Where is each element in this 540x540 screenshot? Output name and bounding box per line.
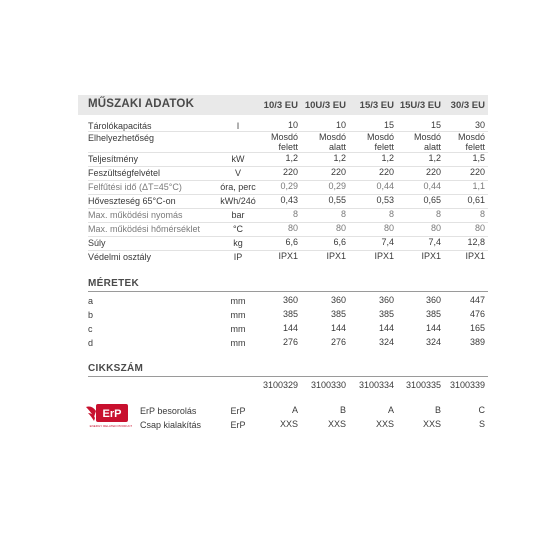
spec-value: 0,43 [280,195,298,205]
spec-value: IPX1 [465,251,485,261]
erp-logo [84,401,132,429]
spec-value: IPX1 [421,251,441,261]
dimension-value: 360 [282,295,298,305]
spec-label: Súly [88,238,106,248]
spec-value: Mosdó felett [457,132,485,152]
dimension-value: 447 [469,295,485,305]
spec-unit: V [234,168,241,178]
spec-value: 7,4 [381,237,394,247]
section-title-codes: CIKKSZÁM [88,363,144,374]
spec-value: 80 [383,223,394,233]
erp-value: C [478,405,485,415]
product-code: 3100329 [262,380,298,390]
dimension-value: 385 [425,309,441,319]
spec-value: 80 [430,223,441,233]
spec-value: 220 [330,167,346,177]
erp-value: A [387,405,394,415]
spec-value: 1,2 [333,153,346,163]
model-header-1: 10/3 EU [263,100,298,111]
spec-value: 8 [340,209,346,219]
spec-value: 80 [335,223,346,233]
erp-value: B [434,405,441,415]
spec-value: IPX1 [374,251,394,261]
dimension-value: 144 [282,323,298,333]
spec-value: 7,4 [428,237,441,247]
spec-unit: kg [233,238,243,248]
spec-label: Feszültségfelvétel [88,168,161,178]
spec-value: 1,1 [472,181,485,191]
dimension-value: 476 [469,309,485,319]
dimension-value: 276 [330,337,346,347]
spec-label: Max. működési nyomás [88,210,183,220]
spec-value: IPX1 [278,251,298,261]
section-title-dimensions: MÉRETEK [88,278,139,289]
spec-value: 0,65 [423,195,441,205]
spec-value: 220 [282,167,298,177]
dimension-value: 144 [378,323,394,333]
dimension-value: 360 [330,295,346,305]
spec-value: 8 [479,209,485,219]
dimension-value: 389 [469,337,485,347]
spec-value: 0,29 [280,181,298,191]
dimension-value: 324 [425,337,441,347]
spec-unit: °C [232,224,244,234]
row-divider [88,208,488,209]
spec-label: Max. működési hőmérséklet [88,224,201,234]
dimension-value: 385 [282,309,298,319]
product-code: 3100335 [405,380,441,390]
erp-unit: ErP [230,406,246,416]
dimension-unit: mm [230,338,246,348]
spec-value: 15 [430,120,441,130]
spec-value: 0,53 [376,195,394,205]
spec-label: Felfűtési idő (ΔT=45°C) [88,182,182,192]
spec-value: 80 [287,223,298,233]
dimension-value: 360 [378,295,394,305]
spec-label: Elhelyezhetőség [88,133,155,143]
spec-value: 1,2 [285,153,298,163]
dimension-label: a [88,296,94,306]
spec-value: Mosdó felett [366,132,394,152]
spec-unit: bar [231,210,245,220]
spec-value: 10 [335,120,346,130]
erp-label: Csap kialakítás [140,420,202,430]
dimension-value: 360 [425,295,441,305]
spec-value: 8 [388,209,394,219]
spec-value: IPX1 [326,251,346,261]
model-header-3: 15/3 EU [359,100,394,111]
spec-label: Védelmi osztály [88,252,152,262]
dimension-label: b [88,310,94,320]
model-header-2: 10U/3 EU [304,100,346,111]
spec-value: 6,6 [333,237,346,247]
spec-value: 220 [425,167,441,177]
spec-value: 15 [383,120,394,130]
spec-value: 0,44 [376,181,394,191]
product-code: 3100334 [358,380,394,390]
erp-value: XXS [375,419,394,429]
erp-value: S [478,419,485,429]
erp-value: B [339,405,346,415]
dimension-value: 276 [282,337,298,347]
erp-value: XXS [422,419,441,429]
spec-value: 0,44 [423,181,441,191]
spec-value: 1,2 [428,153,441,163]
dimension-value: 165 [469,323,485,333]
dimension-value: 144 [425,323,441,333]
dimension-unit: mm [230,310,246,320]
model-header-4: 15U/3 EU [399,100,441,111]
spec-value: 0,29 [328,181,346,191]
spec-value: 1,2 [381,153,394,163]
spec-value: 10 [287,120,298,130]
spec-value: 220 [378,167,394,177]
spec-value: 8 [292,209,298,219]
spec-unit: óra, perc [220,182,256,192]
dimension-label: d [88,338,94,348]
erp-logo-caption: ENERGY RELATED PRODUCTS [89,424,132,428]
spec-value: 0,61 [467,195,485,205]
spec-value: 6,6 [285,237,298,247]
spec-value: Mosdó alatt [318,132,346,152]
spec-value: 0,55 [328,195,346,205]
dimension-value: 385 [378,309,394,319]
spec-unit: l [237,121,239,131]
section-divider [88,376,488,377]
erp-value: XXS [279,419,298,429]
dimension-unit: mm [230,324,246,334]
spec-value: 220 [469,167,485,177]
spec-value: 80 [474,223,485,233]
spec-label: Tárolókapacitás [88,121,152,131]
spec-label: Hőveszteség 65°C-on [88,196,176,206]
spec-unit: kWh/24ó [220,196,256,206]
spec-value: Mosdó felett [270,132,298,152]
spec-value: 12,8 [467,237,485,247]
model-header-5: 30/3 EU [450,100,485,111]
spec-value: 30 [474,120,485,130]
spec-label: Teljesítmény [88,154,139,164]
spec-unit: IP [233,252,243,262]
erp-value: A [291,405,298,415]
spec-value: Mosdó alatt [413,132,441,152]
erp-value: XXS [327,419,346,429]
product-code: 3100339 [449,380,485,390]
erp-label: ErP besorolás [140,406,197,416]
erp-unit: ErP [230,420,246,430]
spec-value: 1,5 [472,153,485,163]
spec-value: 8 [435,209,441,219]
dimension-value: 324 [378,337,394,347]
product-code: 3100330 [310,380,346,390]
erp-logo-text: ErP [102,408,122,420]
page-title: MŰSZAKI ADATOK [88,98,195,110]
dimension-value: 144 [330,323,346,333]
spec-unit: kW [231,154,245,164]
dimension-unit: mm [230,296,246,306]
dimension-label: c [88,324,93,334]
section-divider [88,291,488,292]
dimension-value: 385 [330,309,346,319]
